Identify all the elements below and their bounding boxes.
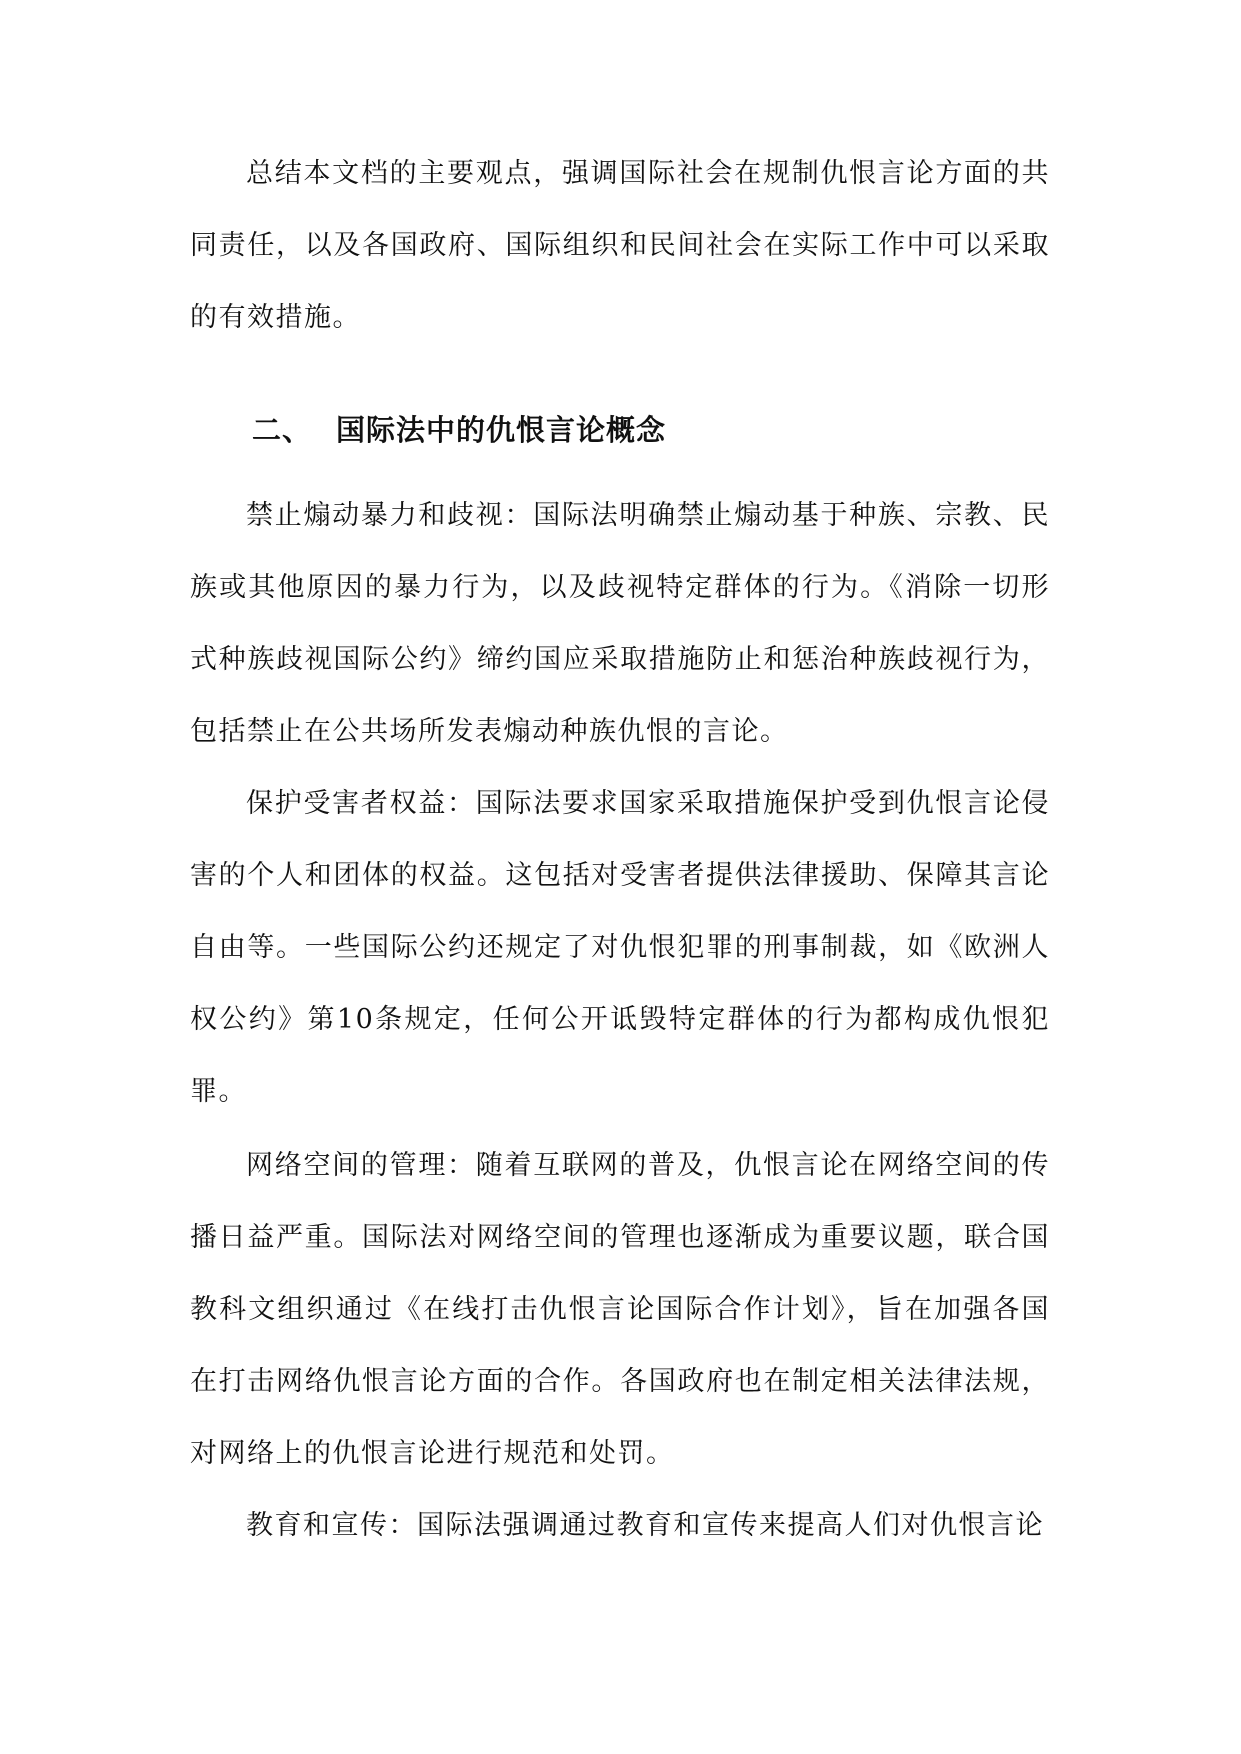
paragraph-cyberspace: 网络空间的管理：随着互联网的普及，仇恨言论在网络空间的传播日益严重。国际法对网络空间的管理也逐渐成为重要议题，联合国教科文组织通过《在线打击仇恨言论国际合作计划》，旨在加强各国在打击网络仇恨言论方面的合作。各国政府也在制定相关法律法规，对网络上的仇恨言论进行规范和处罚。 xyxy=(190,1150,1050,1469)
conclusion-paragraph: 总结本文档的主要观点，强调国际社会在规制仇恨言论方面的共同责任，以及各国政府、国际组织和民间社会在实际工作中可以采取的有效措施。 xyxy=(190,158,1050,333)
paragraph-education: 教育和宣传：国际法强调通过教育和宣传来提高人们对仇恨言论 xyxy=(246,1510,1044,1541)
paragraph-victim-protection: 保护受害者权益：国际法要求国家采取措施保护受到仇恨言论侵害的个人和团体的权益。这包括对受害者提供法律援助、保障其言论自由等。一些国际公约还规定了对仇恨犯罪的刑事制裁，如《欧洲人权公约》第10条规定，任何公开诋毁特定群体的行为都构成仇恨犯罪。 xyxy=(190,788,1050,1107)
section-number: 二、 xyxy=(252,413,313,447)
section-title: 国际法中的仇恨言论概念 xyxy=(336,413,667,447)
section-heading xyxy=(252,400,666,460)
paragraph-incitement: 禁止煽动暴力和歧视：国际法明确禁止煽动基于种族、宗教、民族或其他原因的暴力行为，以及歧视特定群体的行为。《消除一切形式种族歧视国际公约》缔约国应采取措施防止和惩治种族歧视行为，包括禁止在公共场所发表煽动种族仇恨的言论。 xyxy=(190,500,1050,747)
